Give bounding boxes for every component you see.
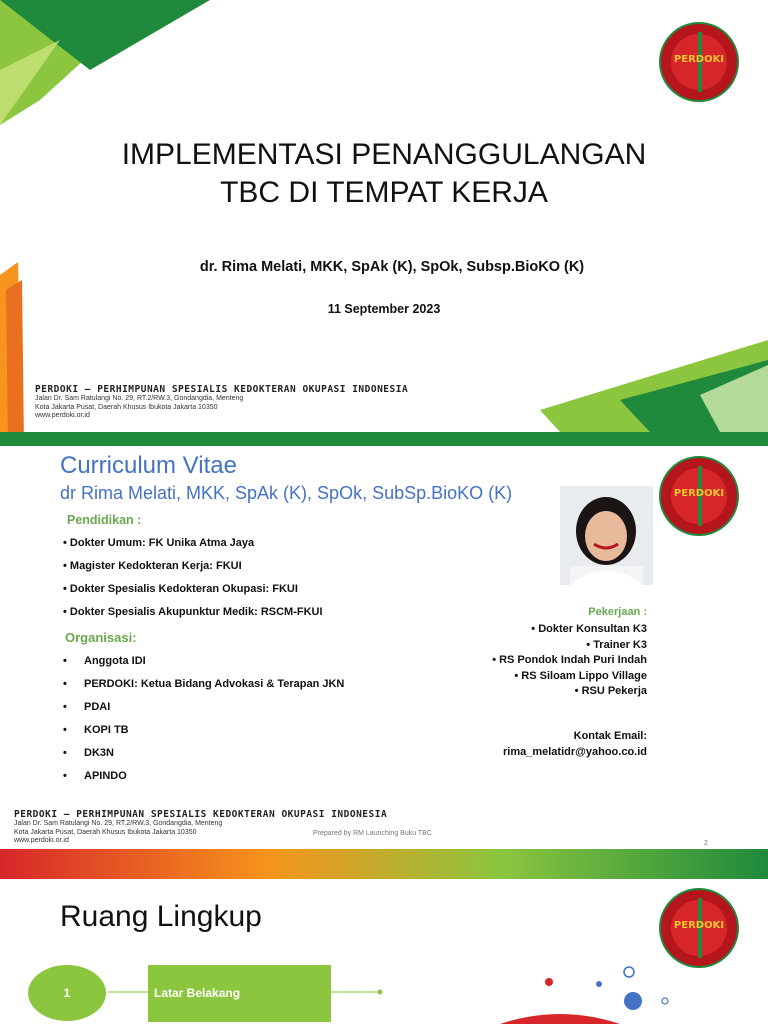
person-icon bbox=[560, 486, 653, 585]
title-line-2: TBC DI TEMPAT KERJA bbox=[220, 176, 548, 209]
slide3-decor bbox=[0, 879, 768, 1024]
education-heading: Pendidikan : bbox=[67, 513, 142, 527]
list-item: • Dokter Konsultan K3 bbox=[531, 623, 647, 635]
prepared-by: Prepared by RM Launching Buku TBC bbox=[313, 830, 432, 837]
perdoki-logo: PERDOKI bbox=[659, 888, 739, 968]
scope-title: Ruang Lingkup bbox=[60, 900, 262, 933]
list-item: • PDAI bbox=[63, 701, 111, 713]
org-name: PERDOKI – PERHIMPUNAN SPESIALIS KEDOKTERAN OKUPASI INDONESIA bbox=[35, 384, 409, 395]
list-item: • Trainer K3 bbox=[586, 638, 647, 651]
cv-title: Curriculum Vitae bbox=[60, 452, 237, 479]
website: www.perdoki.or.id bbox=[35, 412, 90, 419]
page-number: 2 bbox=[704, 840, 708, 847]
slide2-gradient-bar bbox=[0, 849, 768, 879]
date-line: 11 September 2023 bbox=[327, 302, 441, 316]
author-line: dr. Rima Melati, MKK, SpAk (K), SpOk, Subsp.BioKO (K) bbox=[199, 259, 585, 275]
scope-item-number: 1 bbox=[28, 965, 106, 1021]
list-item: • Dokter Umum: FK Unika Atma Jaya bbox=[63, 537, 255, 549]
address-line-2: Kota Jakarta Pusat, Daerah Khusus Ibukota Jakarta 10350 bbox=[14, 828, 197, 836]
work-heading: Pekerjaan : bbox=[588, 606, 647, 618]
slide1-footer bbox=[35, 384, 408, 421]
list-item: • Anggota IDI bbox=[63, 655, 146, 667]
perdoki-logo: PERDOKI bbox=[659, 456, 739, 536]
contact-block bbox=[503, 729, 647, 760]
list-item: • Dokter Spesialis Akupunktur Medik: RSCM-FKUI bbox=[63, 606, 323, 618]
list-item: • Magister Kedokteran Kerja: FKUI bbox=[63, 560, 242, 572]
title-line-1: IMPLEMENTASI PENANGGULANGAN bbox=[121, 138, 647, 171]
contact-label: Kontak Email: bbox=[573, 730, 647, 742]
address-line-1: Jalan Dr. Sam Ratulangi No. 29, RT.2/RW.3, Gondangdia, Menteng bbox=[14, 820, 223, 827]
slide1-decor bbox=[0, 0, 768, 446]
scope-slide bbox=[0, 879, 768, 1024]
list-item: • RSU Pekerja bbox=[574, 685, 647, 697]
slide2-footer bbox=[14, 809, 387, 846]
list-item: • DK3N bbox=[63, 747, 114, 759]
address-line-2: Kota Jakarta Pusat, Daerah Khusus Ibukota Jakarta 10350 bbox=[35, 403, 218, 411]
work-list bbox=[492, 622, 647, 700]
list-item: • PERDOKI: Ketua Bidang Advokasi & Terapan JKN bbox=[63, 678, 345, 690]
cv-slide bbox=[0, 446, 768, 879]
cv-subtitle: dr Rima Melati, MKK, SpAk (K), SpOk, SubSp.BioKO (K) bbox=[60, 483, 513, 503]
list-item: • Dokter Spesialis Kedokteran Okupasi: FKUI bbox=[63, 583, 298, 595]
list-item: • RS Pondok Indah Puri Indah bbox=[492, 654, 647, 666]
website: www.perdoki.or.id bbox=[14, 837, 69, 844]
slide1-title bbox=[0, 136, 768, 212]
education-list bbox=[63, 537, 323, 629]
org-name: PERDOKI – PERHIMPUNAN SPESIALIS KEDOKTERAN OKUPASI INDONESIA bbox=[14, 809, 388, 820]
address-line-1: Jalan Dr. Sam Ratulangi No. 29, RT.2/RW.3, Gondangdia, Menteng bbox=[35, 395, 244, 402]
organization-list bbox=[63, 655, 344, 793]
scope-item-label: Latar Belakang bbox=[148, 965, 331, 1022]
contact-email: rima_melatidr@yahoo.co.id bbox=[503, 745, 647, 758]
list-item: • RS Siloam Lippo Village bbox=[514, 669, 647, 682]
list-item: • APINDO bbox=[63, 770, 127, 782]
list-item: • KOPI TB bbox=[63, 724, 129, 736]
perdoki-logo: PERDOKI bbox=[659, 22, 739, 102]
portrait-photo bbox=[560, 486, 653, 585]
title-slide bbox=[0, 0, 768, 446]
organization-heading: Organisasi: bbox=[65, 630, 137, 645]
